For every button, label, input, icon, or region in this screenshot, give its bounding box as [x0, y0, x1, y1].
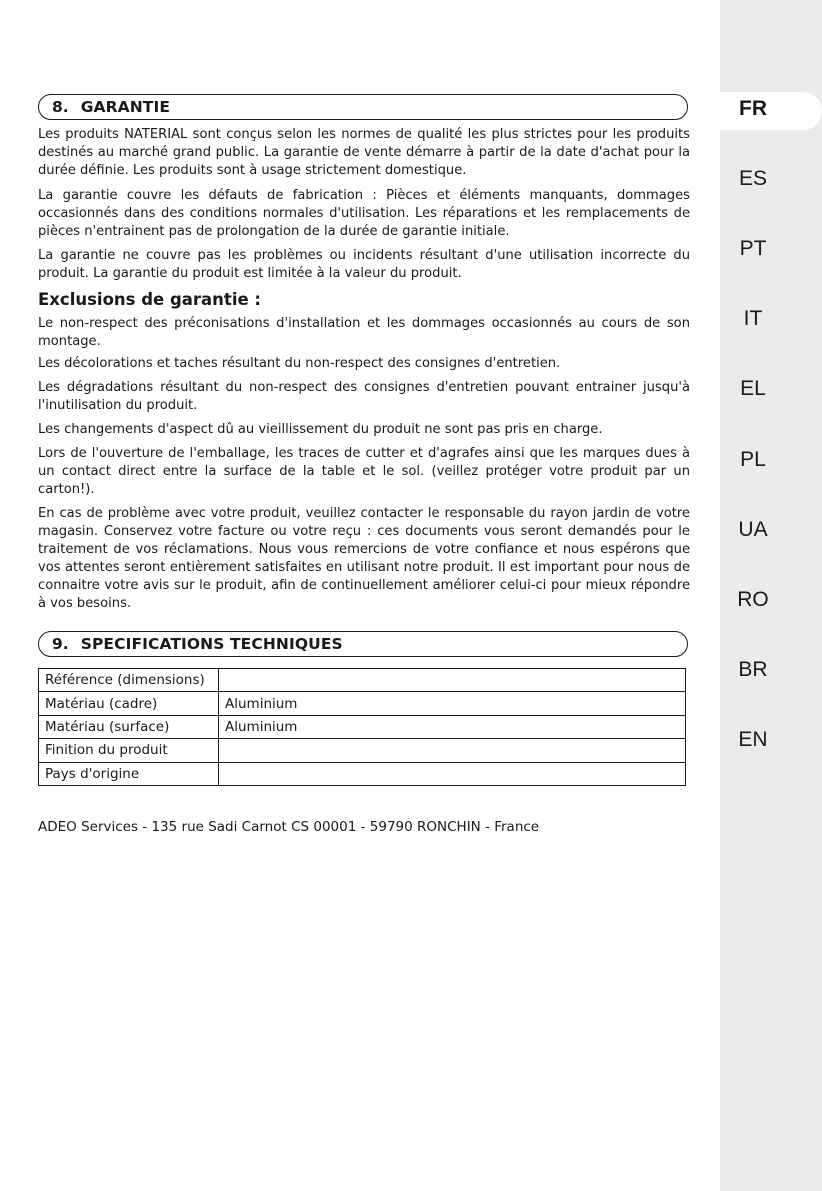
spec-label: Référence (dimensions) — [39, 669, 219, 692]
language-tab-pt[interactable]: PT — [739, 237, 767, 260]
section-9-header — [38, 631, 688, 657]
spec-label: Matériau (cadre) — [39, 692, 219, 715]
section-8-title: GARANTIE — [80, 98, 171, 116]
table-row — [39, 739, 686, 762]
spec-value — [219, 762, 686, 785]
language-tab-fr[interactable]: FR — [739, 97, 767, 120]
exclusion-item: Le non-respect des préconisations d'installation et les dommages occasionnés au cours de son montage. — [38, 316, 690, 349]
exclusion-item: En cas de problème avec votre produit, veuillez contacter le responsable du rayon jardin de votre magasin. Conservez votre facture ou votre reçu : ces documents vous seront demandés pour le traitement de vos réclamations. Nous vous remercions de votre confiance et nous espérons que vos attentes seront entièrement satisfaites en utilisant notre produit. Il est important pour nous de connaitre votre avis sur le produit, afin de continuellement améliorer celui-ci pour mieux répondre à vos besoins. — [38, 506, 690, 611]
table-row — [39, 715, 686, 738]
spec-label: Matériau (surface) — [39, 715, 219, 738]
exclusion-item: Les dégradations résultant du non-respect des consignes d'entretien pouvant entrainer jusqu'à l'inutilisation du produit. — [38, 380, 690, 413]
section-8-number: 8. — [52, 98, 69, 116]
specifications-table — [38, 668, 686, 786]
section-9-title: SPECIFICATIONS TECHNIQUES — [80, 635, 343, 653]
spec-value: Aluminium — [219, 715, 686, 738]
company-address: ADEO Services - 135 rue Sadi Carnot CS 00001 - 59790 RONCHIN - France — [38, 819, 540, 835]
section-9-number: 9. — [52, 635, 69, 653]
table-row — [39, 669, 686, 692]
warranty-paragraph: Les produits NATERIAL sont conçus selon les normes de qualité les plus strictes pour les produits destinés au marché grand public. La garantie de vente démarre à partir de la date d'achat pour la durée définie. Les produits sont à usage strictement domestique. — [38, 127, 690, 178]
language-tab-it[interactable]: IT — [743, 307, 763, 330]
exclusion-item: Les changements d'aspect dû au vieillissement du produit ne sont pas pris en charge. — [38, 422, 603, 437]
table-row — [39, 762, 686, 785]
warranty-paragraph: La garantie couvre les défauts de fabrication : Pièces et éléments manquants, dommages occasionnés dans des conditions normales d'utilisation. Les réparations et les remplacements de pièces n'entrainent pas de prolongation de la durée de garantie initiale. — [38, 188, 690, 239]
language-tab-pl[interactable]: PL — [740, 448, 766, 471]
language-tab-en[interactable]: EN — [738, 728, 768, 751]
table-row — [39, 692, 686, 715]
language-tab-ro[interactable]: RO — [737, 588, 769, 611]
exclusions-title: Exclusions de garantie : — [38, 290, 262, 309]
spec-value — [219, 669, 686, 692]
spec-label: Pays d'origine — [39, 762, 219, 785]
warranty-paragraph: La garantie ne couvre pas les problèmes ou incidents résultant d'une utilisation incorrecte du produit. La garantie du produit est limitée à la valeur du produit. — [38, 248, 690, 281]
spec-value: Aluminium — [219, 692, 686, 715]
language-tab-br[interactable]: BR — [738, 658, 768, 681]
spec-value — [219, 739, 686, 762]
exclusion-item: Lors de l'ouverture de l'emballage, les traces de cutter et d'agrafes ainsi que les marques dues à un contact direct entre la surface de la table et le sol. (veillez protéger votre produit par un carton!). — [38, 446, 690, 497]
spec-label: Finition du produit — [39, 739, 219, 762]
language-tab-ua[interactable]: UA — [738, 518, 768, 541]
language-tab-es[interactable]: ES — [738, 167, 767, 190]
language-tab-el[interactable]: EL — [740, 377, 766, 400]
exclusion-item: Les décolorations et taches résultant du non-respect des consignes d'entretien. — [38, 356, 561, 371]
section-8-header — [38, 94, 688, 120]
